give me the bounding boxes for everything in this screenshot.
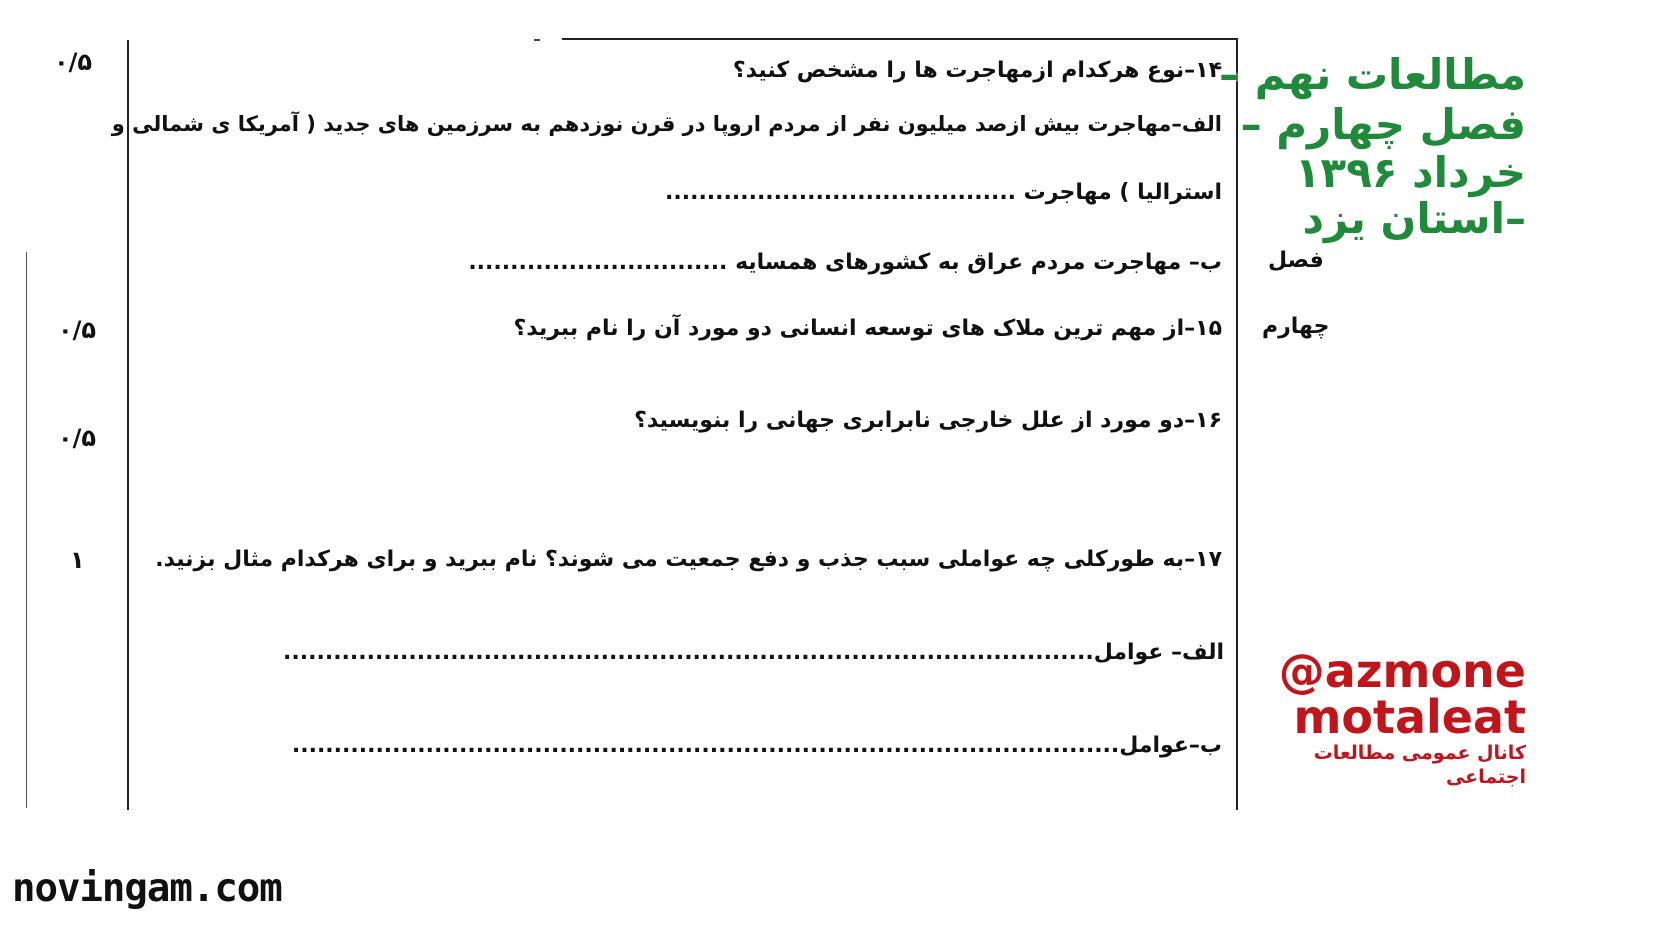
chapter-label-line1: فصل [1268, 248, 1324, 273]
site-watermark: novingam.com [12, 866, 282, 911]
question-16: ۱۶–دو مورد از علل خارجی نابرابری جهانی را بنویسید؟ [634, 408, 1222, 433]
score-q14: ۰/۵ [54, 48, 93, 76]
watermark-title-line4: –استان یزد [1302, 194, 1526, 243]
channel-handle-line1: @azmone [1278, 644, 1526, 698]
top-border [562, 38, 1238, 40]
question-14-a-line2: استرالیا ) مهاجرت .......................................... [665, 180, 1222, 205]
question-14-a-line1: الف–مهاجرت بیش ازصد میلیون نفر از مردم اروپا در قرن نوزدهم به سرزمین های جدید ( آمریکا ی شمالی و [111, 112, 1222, 136]
question-17: ۱۷–به طورکلی چه عواملی سبب جذب و دفع جمعیت می شوند؟ نام ببرید و برای هرکدام مثال بزنید. [155, 547, 1222, 572]
chapter-label-line2: چهارم [1262, 314, 1330, 339]
channel-handle-line2: motaleat [1293, 690, 1526, 744]
question-17-b: ب–عوامل................................................................................................... [291, 733, 1222, 758]
score-q15: ۰/۵ [58, 316, 97, 344]
watermark-title-line2: فصل چهارم – [1240, 100, 1526, 149]
chapter-column-border [1236, 40, 1238, 810]
watermark-title-line3: خرداد ۱۳۹۶ [1294, 148, 1526, 197]
score-column-border [127, 40, 129, 810]
score-q17: ۱ [70, 546, 85, 574]
channel-caption-line1: کانال عمومی مطالعات [1313, 742, 1526, 764]
score-q16: ۰/۵ [58, 424, 97, 452]
question-17-a: الف– عوامل................................................................................................. [283, 640, 1224, 665]
question-15: ۱۵–از مهم ترین ملاک های توسعه انسانی دو مورد آن را نام ببرید؟ [513, 316, 1222, 341]
scan-speck [534, 39, 540, 41]
question-14-title: ۱۴–نوع هرکدام ازمهاجرت ها را مشخص کنید؟ [732, 58, 1222, 83]
channel-caption-line2: اجتماعی [1445, 766, 1526, 788]
question-14-b: ب– مهاجرت مردم عراق به کشورهای همسایه ............................... [468, 250, 1222, 275]
left-margin-border [26, 252, 27, 808]
watermark-title-line1: مطالعات نهم – [1219, 50, 1526, 99]
